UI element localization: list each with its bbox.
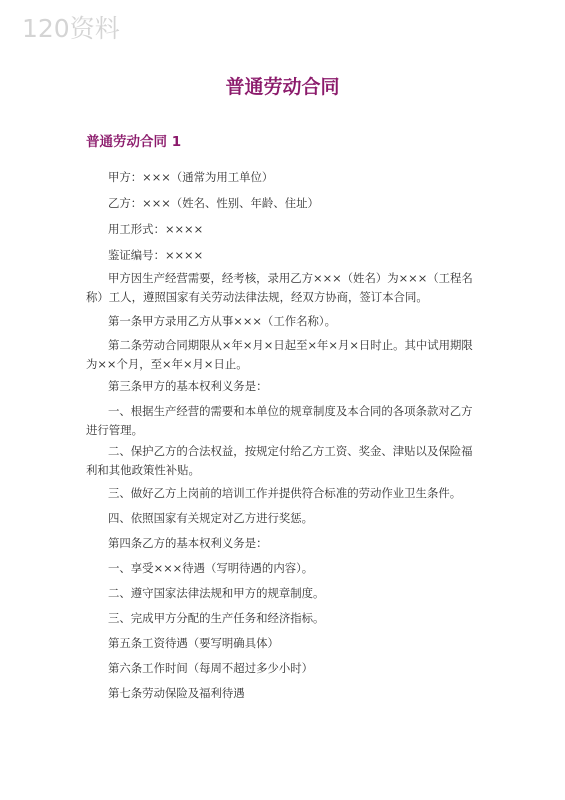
preamble-paragraph: 甲方因生产经营需要，经考核，录用乙方×××（姓名）为×××（工程名称）工人，遵照国家有关劳动法律法规，经双方协商，签订本合同。 (86, 271, 473, 304)
article-1-paragraph: 第一条甲方录用乙方从事×××（工作名称）。 (108, 314, 336, 328)
article-3-item-1: 一、根据生产经营的需要和本单位的规章制度及本合同的各项条款对乙方进行管理。 (86, 404, 473, 437)
article-3-item-2: 二、保护乙方的合法权益，按规定付给乙方工资、奖金、津贴以及保险福利和其他政策性补贴。 (86, 444, 473, 477)
article-7-paragraph: 第七条劳动保险及福利待遇 (108, 686, 245, 700)
watermark-logo: 120资料 (22, 14, 120, 43)
document-title: 普通劳动合同 (225, 76, 340, 98)
article-2-paragraph: 第二条劳动合同期限从×年×月×日起至×年×月×日时止。其中试用期限为××个月，至×年×月×日止。 (86, 338, 473, 371)
article-3-heading: 第三条甲方的基本权利义务是： (108, 379, 268, 393)
article-3-item-4: 四、依照国家有关规定对乙方进行奖惩。 (108, 511, 314, 525)
article-4-item-3: 三、完成甲方分配的生产任务和经济指标。 (108, 611, 325, 625)
party-a-line: 甲方：×××（通常为用工单位） (108, 170, 274, 184)
article-4-item-2: 二、遵守国家法律法规和甲方的规章制度。 (108, 586, 325, 600)
certification-number-line: 鉴证编号：×××× (108, 248, 204, 262)
article-3-item-3: 三、做好乙方上岗前的培训工作并提供符合标准的劳动作业卫生条件。 (108, 486, 462, 500)
section-heading: 普通劳动合同 1 (86, 134, 182, 150)
article-4-item-1: 一、享受×××待遇（写明待遇的内容）。 (108, 561, 314, 575)
party-b-line: 乙方：×××（姓名、性别、年龄、住址） (108, 196, 319, 210)
article-6-paragraph: 第六条工作时间（每周不超过多少小时） (108, 661, 314, 675)
article-4-heading: 第四条乙方的基本权利义务是： (108, 536, 268, 550)
employment-form-line: 用工形式：×××× (108, 222, 204, 236)
article-5-paragraph: 第五条工资待遇（要写明确具体） (108, 636, 279, 650)
